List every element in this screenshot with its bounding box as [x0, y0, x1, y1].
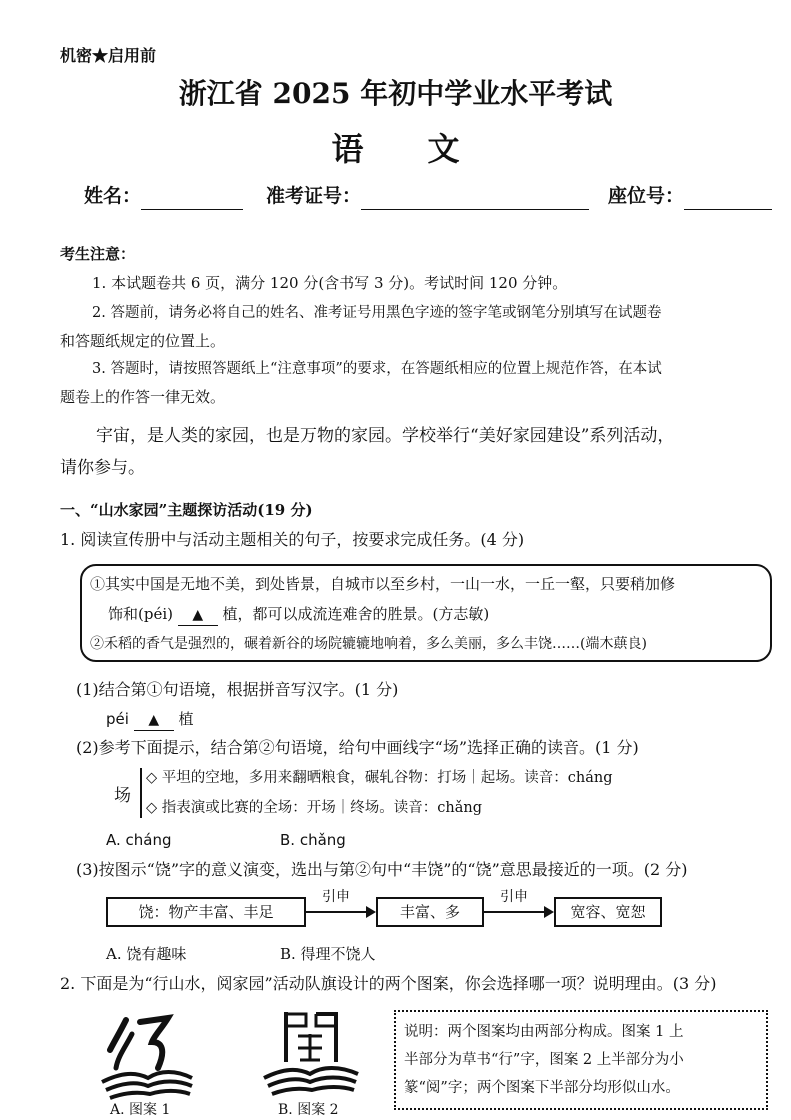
passage-pinyin: 饰和(péi)	[108, 605, 173, 623]
flow-arrow-1	[306, 911, 374, 913]
notice-item-2b: 和答题纸规定的位置上。	[60, 332, 226, 350]
sub-3-option-a[interactable]: A. 饶有趣味	[106, 945, 187, 963]
passage-sentence-1b	[108, 604, 489, 626]
notice-heading: 考生注意：	[60, 245, 136, 263]
triangle-icon: ▲	[192, 607, 204, 623]
notice-item-3a: 3. 答题时，请按照答题纸上“注意事项”的要求，在答题纸相应的位置上规范作答，在本试	[92, 361, 662, 377]
question-2: 2. 下面是为“行山水，阅家园”活动队旗设计的两个图案，你会选择哪一项？说明理由。(3 分)	[60, 974, 717, 993]
passage-rest: 植，都可以成流连难舍的胜景。(方志敏)	[222, 605, 490, 623]
notice-item-1: 1. 本试题卷共 6 页，满分 120 分(含书写 3 分)。考试时间 120 分钟。	[92, 274, 568, 292]
passage-sentence-1a: ①其实中国是无地不美，到处皆景，自城市以至乡村，一山一水，一丘一壑，只要稍加修	[90, 575, 676, 593]
sub-2-option-b[interactable]: B. chǎng	[280, 831, 346, 849]
sub-question-1: (1)结合第①句语境，根据拼音写汉字。(1 分)	[76, 680, 399, 699]
sub-question-2: (2)参考下面提示，结合第②句语境，给句中画线字“场”选择正确的读音。(1 分)	[76, 738, 639, 757]
pattern-2-image[interactable]	[256, 1004, 366, 1100]
explanation-line-3: 篆“阅”字；两个图案下半部分均形似山水。	[404, 1080, 680, 1096]
pattern-1-image[interactable]	[92, 1006, 202, 1102]
exam-title: 浙江省 2025 年初中学业水平考试	[178, 77, 613, 110]
hint-1: ◇ 平坦的空地，多用来翻晒粮食，碾轧谷物：打场｜起场。读音：cháng	[146, 770, 613, 786]
pattern-2-label[interactable]: B. 图案 2	[278, 1102, 339, 1118]
seat-label: 座位号：	[608, 185, 685, 207]
pattern-1-label[interactable]: A. 图案 1	[110, 1102, 171, 1118]
name-blank[interactable]	[141, 187, 243, 210]
sub-1-answer-line	[106, 709, 194, 731]
flow-arrow-2-label: 引申	[500, 889, 528, 905]
triangle-icon: ▲	[148, 712, 160, 728]
flow-box-2: 丰富、多	[376, 897, 484, 927]
name-field	[84, 182, 243, 210]
subject-title: 语 文	[331, 130, 460, 168]
seat-field	[608, 182, 772, 210]
sub-3-option-b[interactable]: B. 得理不饶人	[280, 945, 376, 963]
flow-arrow-1-label: 引申	[322, 889, 350, 905]
answer-blank-2[interactable]	[134, 709, 174, 731]
flow-arrow-2	[484, 911, 552, 913]
notice-item-2a: 2. 答题前，请务必将自己的姓名、准考证号用黑色字迹的签字笔或钢笔分别填写在试题卷	[92, 305, 662, 321]
ticket-label: 准考证号：	[266, 185, 362, 207]
explanation-line-1: 说明：两个图案均由两部分构成。图案 1 上	[404, 1024, 684, 1040]
ticket-field	[266, 182, 589, 210]
flow-box-3: 宽容、宽恕	[554, 897, 662, 927]
sub-1-pinyin: péi	[106, 710, 129, 728]
answer-blank-1[interactable]	[178, 604, 218, 626]
sub-1-char: 植	[178, 710, 194, 728]
notice-item-3b: 题卷上的作答一律无效。	[60, 388, 226, 406]
sub-question-3: (3)按图示“饶”字的意义演变，选出与第②句中“丰饶”的“饶”意思最接近的一项。(2 分)	[76, 860, 688, 879]
confidential-label: 机密★启用前	[60, 46, 157, 65]
flow-box-1: 饶：物产丰富、丰足	[106, 897, 306, 927]
explanation-line-2: 半部分为草书“行”字，图案 2 上半部分为小	[404, 1052, 684, 1068]
intro-line-1: 宇宙，是人类的家园，也是万物的家园。学校举行“美好家园建设”系列活动，	[96, 426, 675, 446]
question-1: 1. 阅读宣传册中与活动主题相关的句子，按要求完成任务。(4 分)	[60, 530, 525, 549]
hint-brace	[140, 768, 142, 818]
hint-2: ◇ 指表演或比赛的全场：开场｜终场。读音：chǎng	[146, 800, 482, 816]
section-1-heading: 一、“山水家园”主题探访活动(19 分)	[60, 501, 313, 519]
sub-2-option-a[interactable]: A. cháng	[106, 831, 172, 849]
ticket-blank[interactable]	[361, 187, 589, 210]
name-label: 姓名：	[84, 185, 142, 207]
intro-line-2: 请你参与。	[60, 458, 145, 478]
passage-sentence-2: ②禾稻的香气是强烈的，碾着新谷的场院辘辘地响着，多么美丽，多么丰饶……(端木蕻良)	[90, 636, 647, 652]
seat-blank[interactable]	[684, 187, 772, 210]
hint-char: 场	[114, 786, 131, 806]
